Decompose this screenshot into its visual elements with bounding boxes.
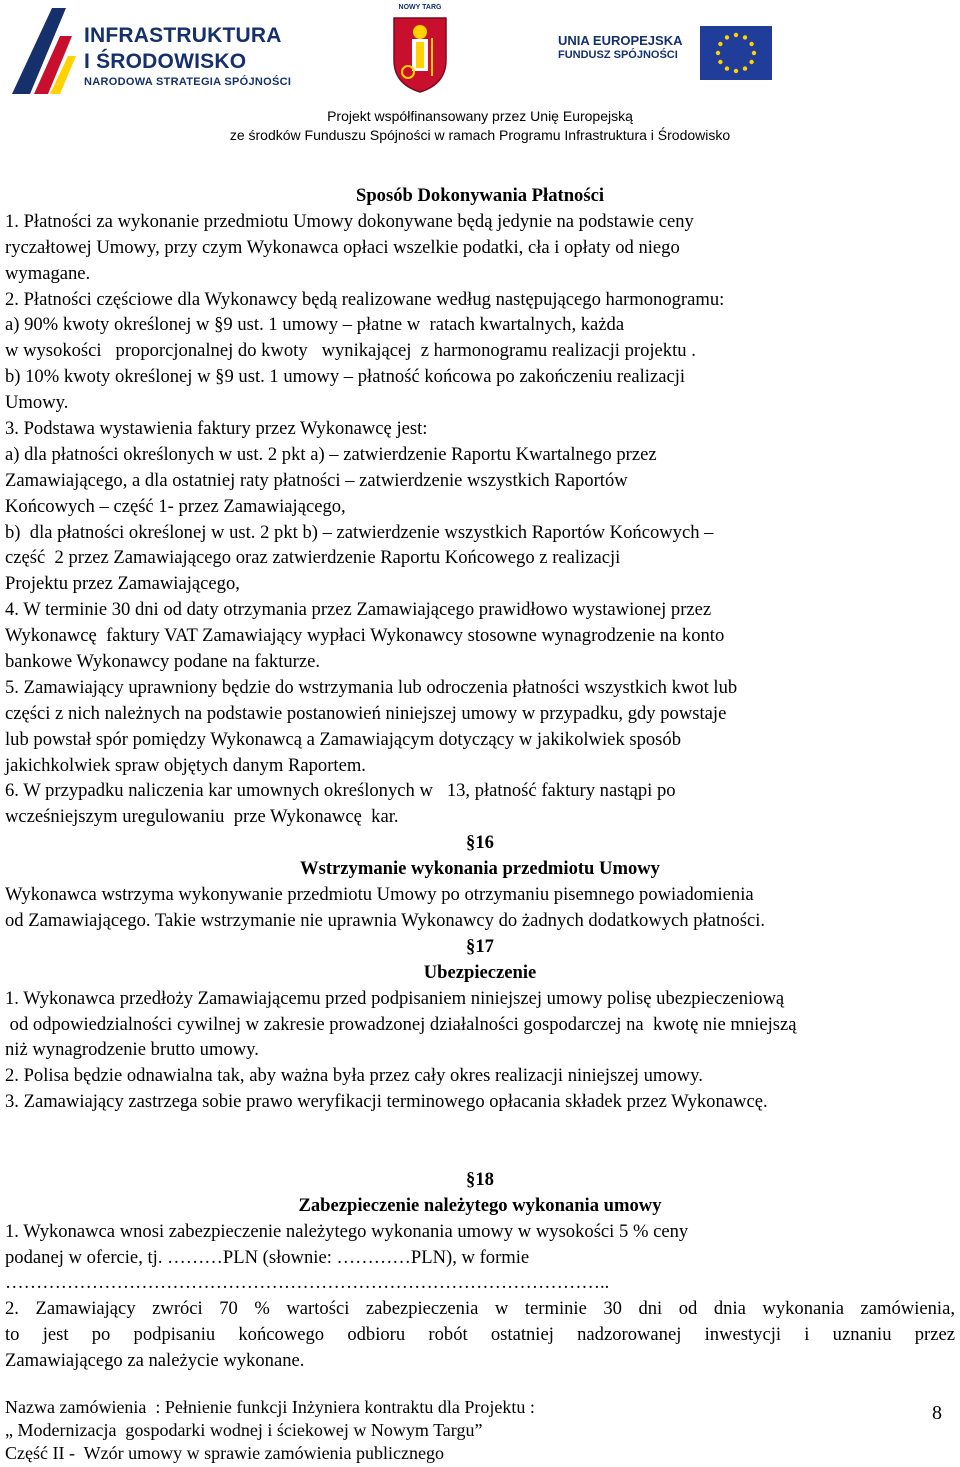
cofinancing-line-2: ze środków Funduszu Spójności w ramach Programu Infrastruktura i Środowisko [229, 127, 731, 143]
crest-caption: NOWY TARG [398, 4, 442, 11]
page-header [0, 0, 960, 150]
nowy-targ-crest [388, 4, 452, 94]
coat-of-arms-icon [390, 14, 450, 94]
text-line: 1. Płatności za wykonanie przedmiotu Umowy dokonywane będą jedynie na podstawie ceny [5, 210, 694, 232]
text-line: od odpowiedzialności cywilnej w zakresie prowadzonej działalności gospodarczej na kwotę nie mniejszą [5, 1013, 797, 1035]
text-line: a) 90% kwoty określonej w §9 ust. 1 umowy – płatne w ratach kwartalnych, każda [5, 314, 625, 336]
text-line: Wykonawcę faktury VAT Zamawiający wypłaci Wykonawcy stosowne wynagrodzenie na konto [5, 625, 725, 647]
text-line: 5. Zamawiający uprawniony będzie do wstrzymania lub odroczenia płatności wszystkich kwot lub [5, 676, 738, 698]
text-line: 3. Podstawa wystawienia faktury przez Wykonawcę jest: [5, 418, 428, 440]
brand-line-3: NARODOWA STRATEGIA SPÓJNOŚCI [84, 76, 292, 88]
blank-line [5, 1141, 955, 1167]
text-line: wcześniejszym uregulowaniu prze Wykonawcę kar. [5, 806, 399, 828]
text-line: część 2 przez Zamawiającego oraz zatwierdzenie Raportu Końcowego z realizacji [5, 547, 621, 569]
infrastruktura-srodowisko-logo [8, 6, 293, 96]
text-line: b) 10% kwoty określonej w §9 ust. 1 umowy – płatność końcowa po zakończeniu realizacji [5, 366, 686, 388]
text-line: ryczałtowej Umowy, przy czym Wykonawca opłaci wszelkie podatki, cła i opłaty od niego [5, 236, 680, 258]
page-number: 8 [932, 1402, 942, 1424]
eu-flag-icon [700, 26, 772, 80]
footer-order-name: Nazwa zamówienia : Pełnienie funkcji Inżyniera kontraktu dla Projektu : [5, 1397, 535, 1417]
text-line: to jest po podpisaniu końcowego odbioru robót ostatniej nadzorowanej inwestycji i uznaniu przez [5, 1324, 955, 1346]
footer-document-part: Część II - Wzór umowy w sprawie zamówienia publicznego [5, 1443, 445, 1463]
section-title-insurance: Ubezpieczenie [423, 961, 537, 983]
brand-line-1: INFRASTRUKTURA [84, 24, 282, 47]
text-line: od Zamawiającego. Takie wstrzymanie nie uprawnia Wykonawcy do żadnych dodatkowych płatności. [5, 909, 766, 931]
cofinancing-line-1: Projekt współfinansowany przez Unię Europejską [327, 108, 633, 124]
fill-in-dotted-line: …………………………………………………………………………………….. [5, 1272, 610, 1294]
text-line: Zamawiającego za należycie wykonane. [5, 1350, 305, 1372]
text-line: 2. Zamawiający zwróci 70 % wartości zabezpieczenia w terminie 30 dni od dnia wykonania zamówienia, [5, 1298, 955, 1320]
text-line: 6. W przypadku naliczenia kar umownych określonych w 13, płatność faktury nastąpi po [5, 780, 676, 802]
contract-body [5, 183, 955, 1374]
text-line: Wykonawca wstrzyma wykonywanie przedmiotu Umowy po otrzymaniu pisemnego powiadomienia [5, 884, 754, 906]
text-line: części z nich należnych na podstawie postanowień niniejszej umowy w przypadku, gdy powstaje [5, 702, 727, 724]
text-line: 1. Wykonawca wnosi zabezpieczenie należytego wykonania umowy w wysokości 5 % ceny [5, 1220, 689, 1242]
section-number-18: §18 [466, 1168, 494, 1190]
section-title-performance-bond: Zabezpieczenie należytego wykonania umowy [298, 1194, 662, 1216]
section-title-payment: Sposób Dokonywania Płatności [356, 185, 604, 206]
text-line: b) dla płatności określonej w ust. 2 pkt b) – zatwierdzenie wszystkich Raportów Końcowych – [5, 521, 714, 543]
section-number-16: §16 [466, 832, 494, 854]
text-line: 1. Wykonawca przedłoży Zamawiającemu przed podpisaniem niniejszej umowy polisę ubezpieczeniową [5, 987, 785, 1009]
text-line: niż wynagrodzenie brutto umowy. [5, 1039, 259, 1061]
eu-name: UNIA EUROPEJSKA [558, 33, 683, 48]
section-title-suspension: Wstrzymanie wykonania przedmiotu Umowy [300, 858, 660, 880]
text-line: wymagane. [5, 262, 91, 284]
text-line: w wysokości proporcjonalnej do kwoty wynikającej z harmonogramu realizacji projektu . [5, 340, 696, 362]
text-line: Zamawiającego, a dla ostatniej raty płatności – zatwierdzenie wszystkich Raportów [5, 469, 628, 491]
eu-cohesion-fund-logo [556, 26, 776, 82]
section-number-17: §17 [466, 935, 494, 957]
text-line: a) dla płatności określonych w ust. 2 pkt a) – zatwierdzenie Raportu Kwartalnego przez [5, 443, 657, 465]
text-line: jakichkolwiek spraw objętych danym Raportem. [5, 754, 366, 776]
text-line: 4. W terminie 30 dni od daty otrzymania przez Zamawiającego prawidłowo wystawionej przez [5, 599, 712, 621]
brand-mark-icon [8, 6, 78, 96]
blank-line [5, 1115, 955, 1141]
text-line: Umowy. [5, 392, 69, 414]
brand-line-2: I ŚRODOWISKO [84, 50, 247, 73]
text-line: 2. Polisa będzie odnawialna tak, aby ważna była przez cały okres realizacji niniejszej umowy. [5, 1065, 703, 1087]
page-footer [5, 1396, 955, 1465]
text-line: lub powstał spór pomiędzy Wykonawcą a Zamawiającym dotyczący w jakikolwiek sposób [5, 728, 681, 750]
text-line: 2. Płatności częściowe dla Wykonawcy będą realizowane według następującego harmonogramu: [5, 288, 725, 310]
eu-fund-name: FUNDUSZ SPÓJNOŚCI [558, 49, 678, 61]
text-line: Końcowych – część 1- przez Zamawiającego, [5, 495, 346, 517]
text-line: podanej w ofercie, tj. ………PLN (słownie: …………PLN), w formie [5, 1246, 530, 1268]
text-line: Projektu przez Zamawiającego, [5, 573, 240, 595]
footer-project-name: „ Modernizacja gospodarki wodnej i ściekowej w Nowym Targu” [5, 1420, 483, 1440]
text-line: bankowe Wykonawcy podane na fakturze. [5, 651, 321, 673]
text-line: 3. Zamawiający zastrzega sobie prawo weryfikacji terminowego opłacania składek przez Wykonawcę. [5, 1091, 768, 1113]
